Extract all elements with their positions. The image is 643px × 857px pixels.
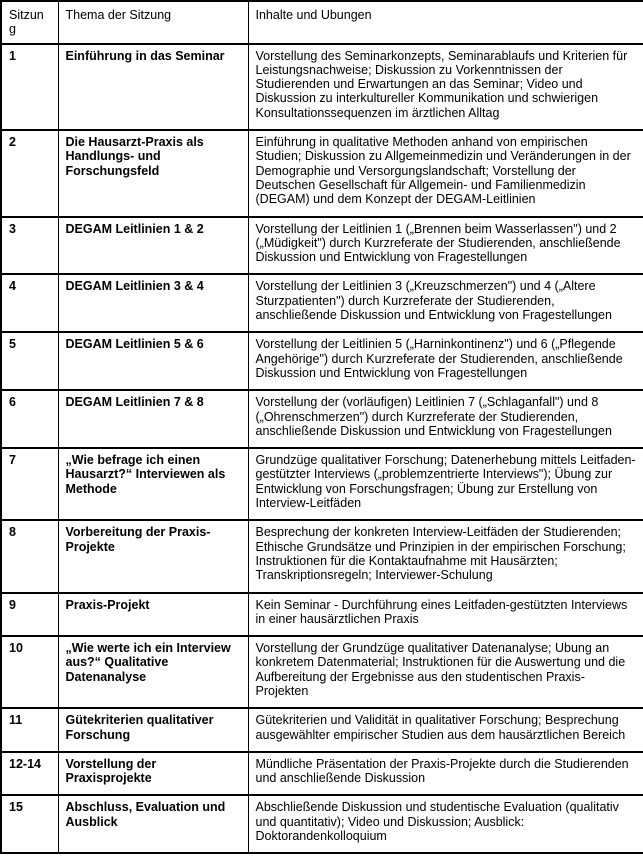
session-topic-cell: DEGAM Leitlinien 7 & 8: [58, 390, 248, 448]
session-topic-cell: Gütekriterien qualitativer Forschung: [58, 708, 248, 752]
session-content-cell: Vorstellung des Seminarkonzepts, Seminarablaufs und Kriterien für Leistungsnachweise; Diskussion zu Vorkenntnissen der Studierenden und Erwartungen an das Seminar; Video und Diskussion zu interkultureller Kommunikation und schwierigen Konsultationssequenzen im ärztlichen Alltag: [248, 44, 643, 130]
session-content-cell: Gütekriterien und Validität in qualitativer Forschung; Besprechung ausgewählter empirischer Studien aus dem hausärztlichen Bereich: [248, 708, 643, 752]
session-topic-cell: DEGAM Leitlinien 3 & 4: [58, 274, 248, 332]
session-number-cell: 7: [1, 448, 58, 520]
session-content-cell: Vorstellung der Leitlinien 3 („Kreuzschmerzen") und 4 („Altere Sturzpatienten") durch Kurzreferate der Studierenden, anschließende Diskussion und Entwicklung von Fragestellungen: [248, 274, 643, 332]
session-content-cell: Grundzüge qualitativer Forschung; Datenerhebung mittels Leitfaden-gestützter Interviews („problemzentrierte Interviews"); Übung zur Entwicklung von Forschungsfragen; Übung zur Erstellung von Interview-Leitfäden: [248, 448, 643, 520]
session-topic-cell: Abschluss, Evaluation und Ausblick: [58, 795, 248, 853]
session-number-cell: 11: [1, 708, 58, 752]
session-content-cell: Vorstellung der (vorläufigen) Leitlinien 7 („Schlaganfall") und 8 („Ohrenschmerzen") durch Kurzreferate der Studierenden, anschließende Diskussion und Entwicklung von Fragestellungen: [248, 390, 643, 448]
session-number-cell: 5: [1, 332, 58, 390]
column-header-inhalte: Inhalte und Ubungen: [248, 1, 643, 44]
table-row: [1, 520, 643, 592]
session-number-cell: 1: [1, 44, 58, 130]
table-row: [1, 593, 643, 637]
session-content-cell: Mündliche Präsentation der Praxis-Projekte durch die Studierenden und anschließende Diskussion: [248, 752, 643, 796]
table-row: [1, 752, 643, 796]
session-number-cell: 12-14: [1, 752, 58, 796]
session-number-cell: 9: [1, 593, 58, 637]
session-content-cell: Abschließende Diskussion und studentische Evaluation (qualitativ und quantitativ); Video und Diskussion; Ausblick: Doktorandenkolloquium: [248, 795, 643, 853]
column-header-sitzung: Sitzung: [1, 1, 58, 44]
session-topic-cell: Die Hausarzt-Praxis als Handlungs- und Forschungsfeld: [58, 130, 248, 216]
session-topic-cell: Einführung in das Seminar: [58, 44, 248, 130]
table-row: [1, 332, 643, 390]
session-content-cell: Vorstellung der Leitlinien 5 („Harninkontinenz") und 6 („Pflegende Angehörige") durch Kurzreferate der Studierenden, anschließende Diskussion und Entwicklung von Fragestellungen: [248, 332, 643, 390]
session-number-cell: 4: [1, 274, 58, 332]
session-content-cell: Einführung in qualitative Methoden anhand von empirischen Studien; Diskussion zu Allgemeinmedizin und Veränderungen in der Demographie und Versorgungslandschaft; Vorstellung der Deutschen Gesellschaft für Allgemein- und Familienmedizin (DEGAM) und dem Konzept der DEGAM-Leitlinien: [248, 130, 643, 216]
session-number-cell: 10: [1, 636, 58, 708]
session-content-cell: Vorstellung der Leitlinien 1 („Brennen beim Wasserlassen") und 2 („Müdigkeit") durch Kurzreferate der Studierenden, anschließende Diskussion und Entwicklung von Fragestellungen: [248, 217, 643, 275]
table-row: [1, 217, 643, 275]
session-topic-cell: „Wie werte ich ein Interview aus?“ Qualitative Datenanalyse: [58, 636, 248, 708]
session-topic-cell: DEGAM Leitlinien 5 & 6: [58, 332, 248, 390]
table-row: [1, 274, 643, 332]
table-row: [1, 390, 643, 448]
table-body: [1, 44, 643, 854]
session-content-cell: Besprechung der konkreten Interview-Leitfäden der Studierenden; Ethische Grundsätze und Prinzipien in der empirischen Forschung; Instruktionen für die Kontaktaufnahme mit Hausärzten; Transkriptionsregeln; Interviewer-Schulung: [248, 520, 643, 592]
session-number-cell: 8: [1, 520, 58, 592]
table-row: [1, 448, 643, 520]
table-row: [1, 795, 643, 853]
session-number-cell: 2: [1, 130, 58, 216]
session-topic-cell: „Wie befrage ich einen Hausarzt?“ Interviewen als Methode: [58, 448, 248, 520]
session-topic-cell: DEGAM Leitlinien 1 & 2: [58, 217, 248, 275]
session-topic-cell: Praxis-Projekt: [58, 593, 248, 637]
session-content-cell: Vorstellung der Grundzüge qualitativer Datenanalyse; Ubung an konkretem Datenmaterial; Instruktionen für die Auswertung und die Aufbereitung der Ergebnisse aus den studentischen Praxis-Projekten: [248, 636, 643, 708]
session-topic-cell: Vorbereitung der Praxis-Projekte: [58, 520, 248, 592]
table-row: [1, 636, 643, 708]
session-number-cell: 6: [1, 390, 58, 448]
session-topic-cell: Vorstellung der Praxisprojekte: [58, 752, 248, 796]
table-row: [1, 130, 643, 216]
table-header-row: [1, 1, 643, 44]
session-number-cell: 3: [1, 217, 58, 275]
session-number-cell: 15: [1, 795, 58, 853]
column-header-thema: Thema der Sitzung: [58, 1, 248, 44]
session-content-cell: Kein Seminar - Durchführung eines Leitfaden-gestützten Interviews in einer hausärztlichen Praxis: [248, 593, 643, 637]
table-row: [1, 708, 643, 752]
table-row: [1, 44, 643, 130]
